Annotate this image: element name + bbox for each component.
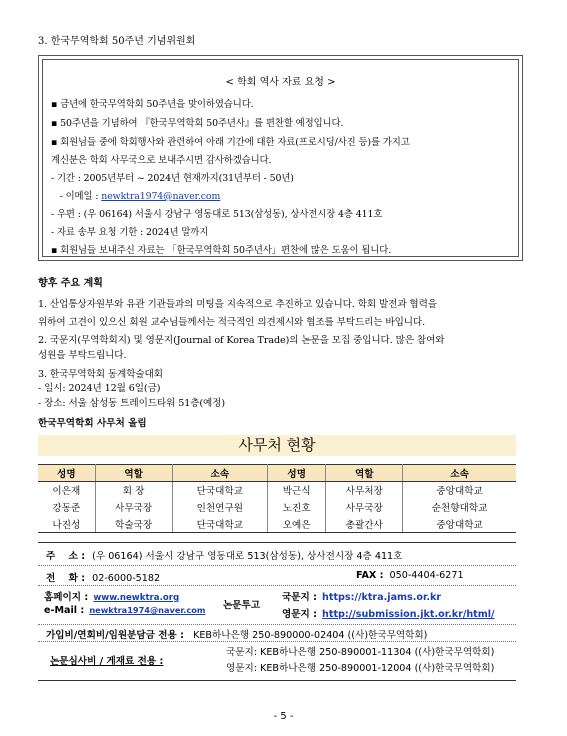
table-cell: 노진호	[268, 499, 326, 516]
plan-line: 2. 국문지(무역학회지) 및 영문지(Journal of Korea Trade)의 논문을 모집 중입니다. 많은 참여와	[38, 335, 445, 346]
plan-line: - 장소: 서울 삼성동 트레이드타워 51층(예정)	[38, 398, 225, 409]
english-journal-label: 영문지 :	[282, 609, 317, 620]
submission-label: 논문투고	[223, 600, 261, 611]
header-cell: 소속	[403, 465, 516, 482]
fax-value: 050-4404-6271	[389, 570, 464, 581]
table-row	[38, 499, 516, 516]
homepage-label: 홈페이지 :	[44, 592, 89, 603]
table-row	[38, 516, 516, 533]
notice-line: ▪ 회원님들 중에 학회행사와 관련하여 아래 기간에 대한 자료(프로시딩/사진 등)를 가지고	[51, 137, 410, 148]
english-journal-row	[282, 606, 495, 620]
table-cell: 사무처장	[326, 482, 403, 499]
table-cell: 이은재	[38, 482, 95, 499]
fee-account: KEB하나은행 250-890000-02404 ((사)한국무역학회)	[193, 630, 428, 641]
table-cell: 나진성	[38, 516, 95, 533]
divider	[38, 641, 516, 642]
table-cell: 사무국장	[95, 499, 172, 516]
plan-line: - 일시: 2024년 12월 6일(금)	[38, 383, 161, 394]
table-cell: 박근식	[268, 482, 326, 499]
korean-journal-link[interactable]: https://ktra.jams.or.kr	[322, 592, 442, 603]
notice-box-inner	[42, 59, 519, 257]
staff-header-row	[38, 465, 516, 482]
table-cell: 강동준	[38, 499, 95, 516]
fax-label: FAX :	[356, 570, 384, 581]
address-row	[38, 548, 516, 562]
notice-line: ▪ 회원님들 보내주신 자료는 「한국무역학회 50주년사」편찬에 많은 도움이 됩니다.	[51, 245, 392, 256]
homepage-row	[44, 589, 179, 603]
plan-line: 성원을 부탁드립니다.	[38, 350, 127, 361]
table-row	[38, 482, 516, 499]
table-cell: 단국대학교	[172, 482, 268, 499]
english-journal-link[interactable]: http://submission.jkt.or.kr/html/	[322, 609, 495, 620]
address-value: (우 06164) 서울시 강남구 영동대로 513(삼성동), 상사전시장 4층 411호	[92, 551, 403, 562]
table-cell: 사무국장	[326, 499, 403, 516]
notice-heading: < 학회 역사 자료 요청 >	[225, 77, 336, 88]
notice-line: - 자료 송부 요청 기한 : 2024년 말까지	[51, 227, 209, 238]
fee-label: 가입비/연회비/임원분담금 전용 :	[46, 630, 185, 641]
review-label: 논문심사비 / 게재료 전용 :	[50, 656, 164, 667]
phone-label: 전 화 :	[46, 573, 86, 584]
email-row	[44, 605, 205, 616]
plan-line: 위하여 고견이 있으신 회원 교수님들께서는 적극적인 의견제시와 협조를 부탁드리는 바입니다.	[38, 317, 426, 328]
table-cell: 오예은	[268, 516, 326, 533]
notice-line: ▪ 50주년을 기념하여 『한국무역학회 50주년사』를 편찬할 예정입니다.	[51, 118, 344, 129]
links-block	[38, 589, 516, 623]
table-cell: 단국대학교	[172, 516, 268, 533]
table-cell: 중앙대학교	[403, 516, 516, 533]
review-english: 영문지: KEB하나은행 250-890001-12004 ((사)한국무역학회)	[226, 663, 495, 674]
fee-row	[38, 627, 516, 641]
header-cell: 성명	[38, 465, 95, 482]
notice-email-label: - 이메일 :	[51, 191, 102, 202]
notice-line: - 기간 : 2005년부터 ~ 2024년 현재까지(31년부터 - 50년)	[51, 173, 294, 184]
plan-line: 3. 한국무역학회 동계학술대회	[38, 369, 163, 380]
divider	[38, 542, 516, 543]
notice-line: 계신분은 학회 사무국으로 보내주시면 감사하겠습니다.	[51, 155, 272, 166]
divider	[38, 680, 516, 681]
notice-email-line	[51, 188, 220, 202]
notice-box	[38, 55, 523, 261]
review-block	[38, 644, 516, 678]
email-label: e-Mail :	[44, 605, 85, 616]
table-cell: 총괄간사	[326, 516, 403, 533]
table-cell: 중앙대학교	[403, 482, 516, 499]
fax-group	[356, 570, 464, 581]
header-cell: 성명	[268, 465, 326, 482]
email-link[interactable]: newktra1974@naver.com	[89, 605, 206, 615]
header-cell: 소속	[172, 465, 268, 482]
section-title: 3. 한국무역학회 50주년 기념위원회	[38, 36, 196, 47]
table-cell: 회 장	[95, 482, 172, 499]
homepage-link[interactable]: www.newktra.org	[93, 593, 180, 603]
notice-email-link[interactable]: newktra1974@naver.com	[101, 191, 221, 202]
table-cell: 순천향대학교	[403, 499, 516, 516]
korean-journal-label: 국문지 :	[282, 592, 317, 603]
review-korean: 국문지: KEB하나은행 250-890001-11304 ((사)한국무역학회)	[226, 647, 495, 658]
address-label: 주 소 :	[46, 551, 86, 562]
notice-line: - 우편 : (우 06164) 서울시 강남구 영동대로 513(삼성동), 상사전시장 4층 411호	[51, 209, 383, 220]
phone-row	[38, 570, 516, 584]
office-banner: 사무처 현황	[38, 435, 516, 456]
korean-journal-row	[282, 589, 441, 603]
staff-table	[38, 464, 516, 533]
divider	[38, 585, 516, 586]
header-cell: 역할	[326, 465, 403, 482]
divider	[38, 565, 516, 566]
page-number: - 5 -	[273, 711, 294, 722]
notice-line: ▪ 금년에 한국무역학회 50주년을 맞이하였습니다.	[51, 99, 254, 110]
table-cell: 인천연구원	[172, 499, 268, 516]
table-cell: 학술국장	[95, 516, 172, 533]
plans-title: 향후 주요 계획	[38, 278, 103, 289]
header-cell: 역할	[95, 465, 172, 482]
plan-line: 1. 산업통상자원부와 유관 기관들과의 미팅을 지속적으로 추진하고 있습니다. 학회 발전과 협력을	[38, 299, 437, 310]
divider	[38, 624, 516, 625]
signature: 한국무역학회 사무처 올림	[38, 418, 147, 429]
phone-value: 02-6000-5182	[92, 573, 161, 584]
